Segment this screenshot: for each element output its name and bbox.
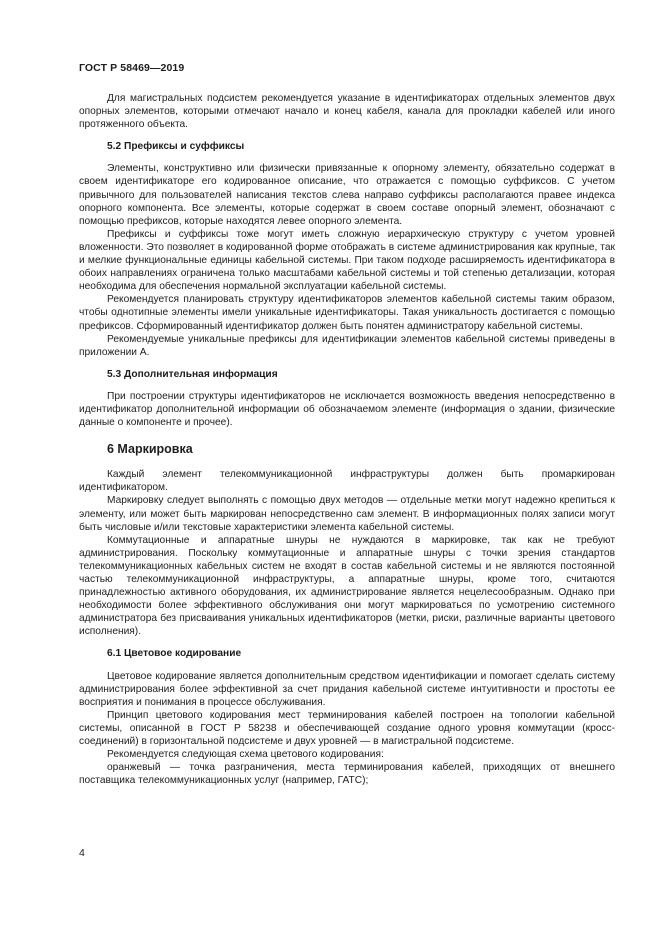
paragraph: Рекомендуемые уникальные префиксы для идентификации элементов кабельной системы приведены в приложении А. (79, 333, 615, 358)
paragraph: Элементы, конструктивно или физически привязанные к опорному элементу, обязательно содержат в своем идентификаторе его кодированное описание, что отражается с помощью суффиксов. С учетом привычного для пользователей написания текстов слева направо суффиксы располагаются правее индекса опорного компонента. Все элементы, которые содержат в своем составе опорный элемент, обозначают с помощью префиксов, которые находятся левее опорного элемента. (79, 163, 615, 227)
section-heading-5-2: 5.2 Префиксы и суффиксы (107, 141, 245, 153)
section-heading-6: 6 Маркировка (107, 442, 193, 457)
paragraph: Коммутационные и аппаратные шнуры не нуждаются в маркировке, так как не требуют администрирования. Поскольку коммутационные и аппаратные шнуры с точки зрения стандартов телекоммуникационных кабельных систем не входят в состав кабельной системы и не являются постоянной частью телекоммуникационной инфраструктуры, а аппаратные шнуры, кроме того, считаются принадлежностью активного оборудования, их администрирование является нецелесообразным. Однако при необходимости более эффективного обслуживания они могут маркироваться по усмотрению системного администратора без присваивания уникальных идентификаторов (метки, риски, различные варианты цветового исполнения). (79, 534, 615, 638)
paragraph: Принцип цветового кодирования мест терминирования кабелей построен на топологии кабельной системы, описанной в ГОСТ Р 58238 и обеспечивающей создание одного уровня коммутации (кросс-соединений) в горизонтальной подсистеме и двух уровней — в магистральной подсистеме. (79, 709, 615, 748)
document-body (79, 92, 615, 787)
paragraph: Каждый элемент телекоммуникационной инфраструктуры должен быть промаркирован идентификатором. (79, 469, 615, 494)
standard-id-header: ГОСТ Р 58469—2019 (79, 62, 185, 74)
paragraph: При построении структуры идентификаторов не исключается возможность введения непосредственно в идентификатор дополнительной информации об обозначаемом элементе (информация о здании, физические данные о компоненте и прочее). (79, 390, 615, 429)
paragraph: Для магистральных подсистем рекомендуется указание в идентификаторах отдельных элементов двух опорных элементов, которыми отмечают начало и конец кабеля, канала для прокладки кабелей или иного протяженного объекта. (79, 93, 615, 131)
section-heading-5-3: 5.3 Дополнительная информация (107, 368, 278, 380)
paragraph: Рекомендуется следующая схема цветового кодирования: (107, 749, 384, 761)
paragraph: Маркировку следует выполнять с помощью двух методов — отдельные метки могут надежно крепиться к элементу, или может быть маркирован непосредственно сам элемент. В информационных полях записи могут быть числовые и/или текстовые характеристики элемента кабельной системы. (79, 495, 615, 533)
section-heading-6-1: 6.1 Цветовое кодирование (107, 648, 242, 660)
paragraph: Рекомендуется планировать структуру идентификаторов элементов кабельной системы таким образом, чтобы однотипные элементы имели уникальные идентификаторы. Такая уникальность достигается с помощью префиксов. Сформированный идентификатор должен быть понятен администратору кабельной системы. (79, 294, 615, 332)
paragraph: оранжевый — точка разграничения, места терминирования кабелей, приходящих от внешнего поставщика телекоммуникационных услуг (например, ГАТС); (79, 762, 615, 787)
paragraph: Цветовое кодирование является дополнительным средством идентификации и помогает сделать систему администрирования более эффективной за счет придания кабельной системе интуитивности и простоты ее восприятия и понимания в процессе обслуживания. (79, 670, 615, 708)
page-number: 4 (79, 847, 85, 859)
paragraph: Префиксы и суффиксы тоже могут иметь сложную иерархическую структуру с учетом уровней вложенности. Это позволяет в кодированной форме отображать в системе администрирования как крупные, так и мелкие функциональные единицы кабельной системы. При таком подходе расширяемость идентификатора в обоих направлениях ограничена только масштабами кабельной системы и той степенью детализации, которая необходима для обеспечения нормальной эксплуатации кабельной системы. (79, 228, 615, 293)
